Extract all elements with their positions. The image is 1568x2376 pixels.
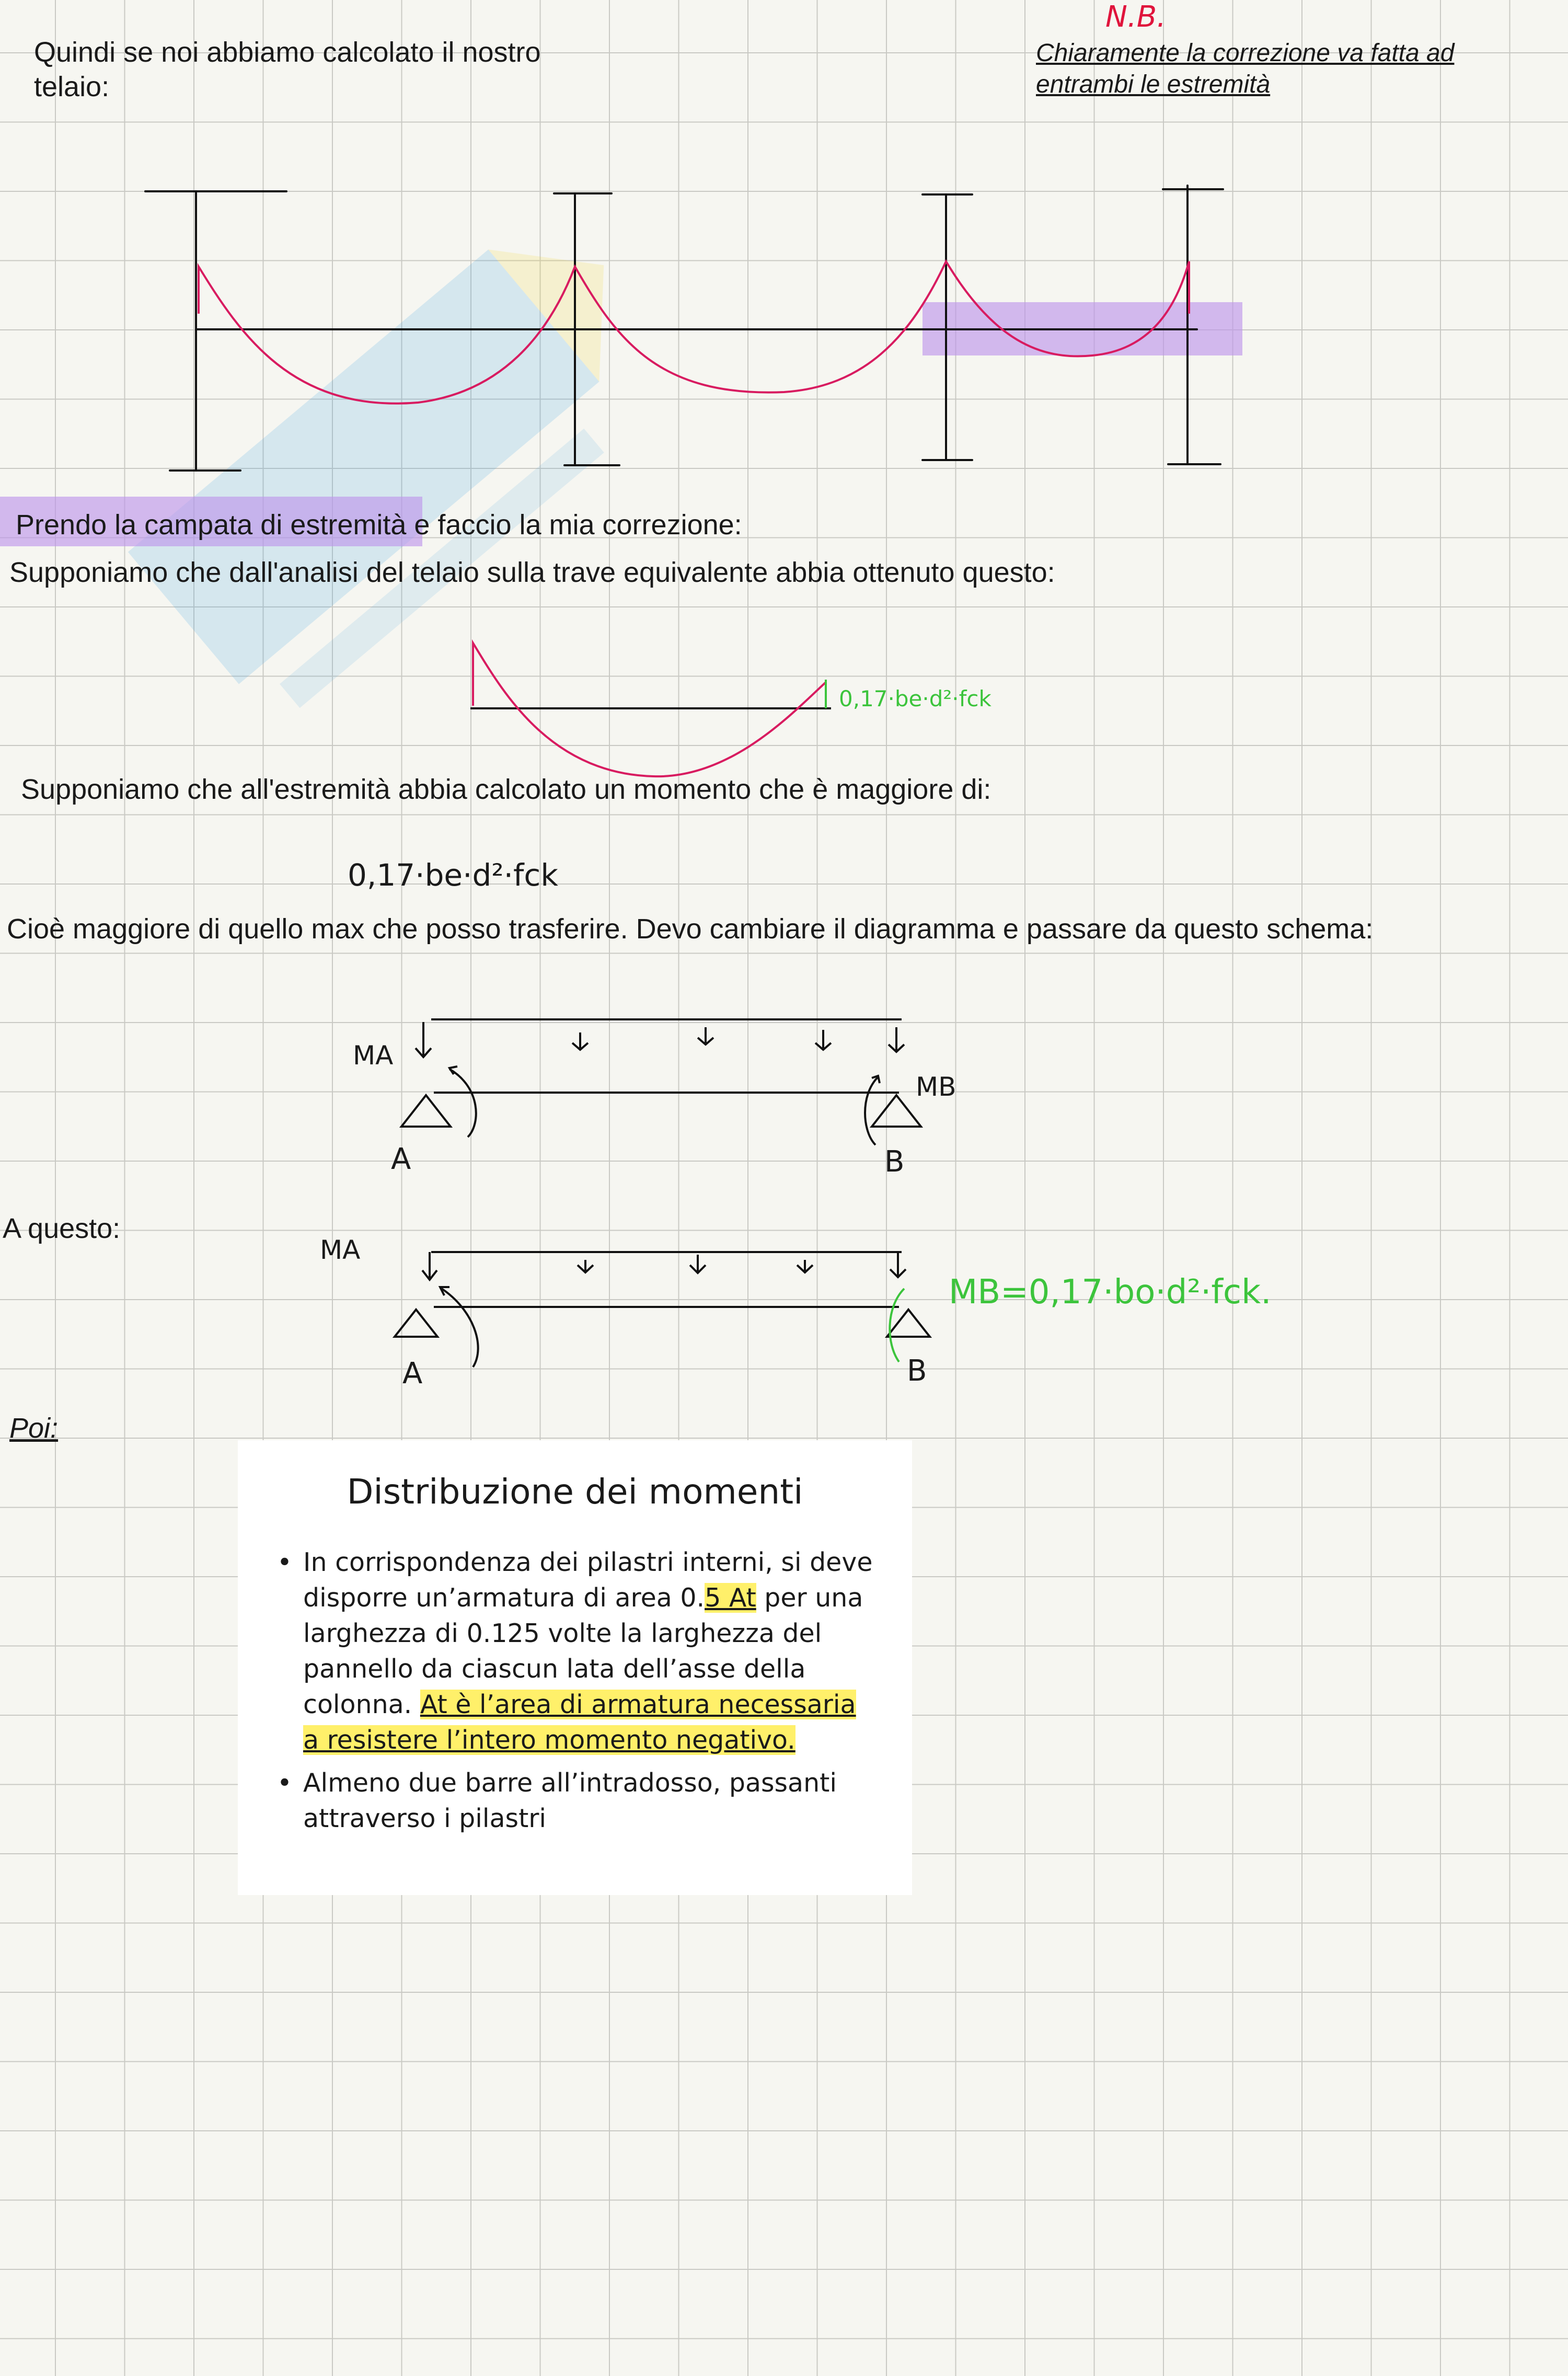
moment-diagram-frame — [199, 261, 1189, 404]
scheme1-label-b: B — [884, 1145, 905, 1179]
supponiamo-line-1: Supponiamo che dall'analisi del telaio sulla trave equivalente abbia ottenuto questo: — [9, 557, 1055, 588]
bullet-icon: • — [277, 1768, 292, 1798]
slide-distribuzione-momenti — [238, 1440, 912, 1895]
scheme2-label-ma: MA — [320, 1235, 361, 1265]
nb-note-line2: entrambi le estremità — [1036, 71, 1271, 98]
end-span-moment-curve — [473, 643, 826, 776]
green-mb-formula: MB=0,17·bo·d²·fck. — [949, 1273, 1272, 1312]
poi-label: Poi: — [9, 1413, 59, 1444]
slide-bullet-2 — [274, 1765, 875, 1836]
green-formula-limit: 0,17·be·d²·fck — [839, 686, 991, 711]
bullet1-text-b: per una larghezza di 0.125 volte la larghezza del pannello da ciascun lata dell’asse della colonna. — [303, 1583, 863, 1719]
moment-arrow-a — [449, 1069, 476, 1137]
scheme1-beam — [401, 1019, 921, 1145]
scheme1-label-mb: MB — [916, 1072, 956, 1102]
campata-highlighted: Prendo la campata di estremità — [16, 509, 407, 541]
slide-bullets — [274, 1545, 875, 1844]
nb-mark: N.B. — [1105, 0, 1166, 34]
support-b2 — [887, 1310, 930, 1337]
scheme1-label-ma: MA — [353, 1040, 394, 1071]
bullet-icon: • — [277, 1547, 292, 1577]
a-questo: A questo: — [3, 1213, 121, 1244]
support-b — [872, 1095, 921, 1127]
campata-line — [16, 508, 742, 542]
support-a2 — [395, 1310, 437, 1337]
moment-arrow-b — [865, 1077, 878, 1145]
moment-arrow-a2 — [442, 1289, 478, 1367]
bullet1-highlight-1: 5 At — [705, 1583, 756, 1613]
slide-bullet-1 — [274, 1545, 875, 1758]
bullet1-text-a: In corrispondenza dei pilastri interni, si deve disporre un’armatura di area 0. — [303, 1547, 873, 1613]
campata-rest: e faccio la mia correzione: — [406, 509, 742, 541]
nb-note-line1: Chiaramente la correzione va fatta ad — [1036, 39, 1455, 67]
support-a — [401, 1095, 451, 1127]
bullet2-text: Almeno due barre all’intradosso, passanti attraverso i pilastri — [303, 1768, 837, 1833]
intro-text-line2: telaio: — [34, 71, 110, 102]
bullet1-highlight-2: At è l’area di armatura necessaria a resistere l’intero momento negativo. — [303, 1690, 856, 1755]
intro-text-line1: Quindi se noi abbiamo calcolato il nostro — [34, 37, 541, 68]
cioe-line: Cioè maggiore di quello max che posso trasferire. Devo cambiare il diagramma e passare da questo schema: — [7, 913, 1374, 945]
scheme2-label-a: A — [402, 1357, 423, 1391]
scheme1-label-a: A — [391, 1142, 411, 1176]
black-formula-limit: 0,17·be·d²·fck — [348, 857, 558, 893]
scheme2-beam — [395, 1252, 930, 1367]
scheme2-label-b: B — [907, 1354, 927, 1388]
slide-title: Distribuzione dei momenti — [347, 1472, 803, 1512]
supponiamo-line-2: Supponiamo che all'estremità abbia calcolato un momento che è maggiore di: — [21, 774, 991, 805]
